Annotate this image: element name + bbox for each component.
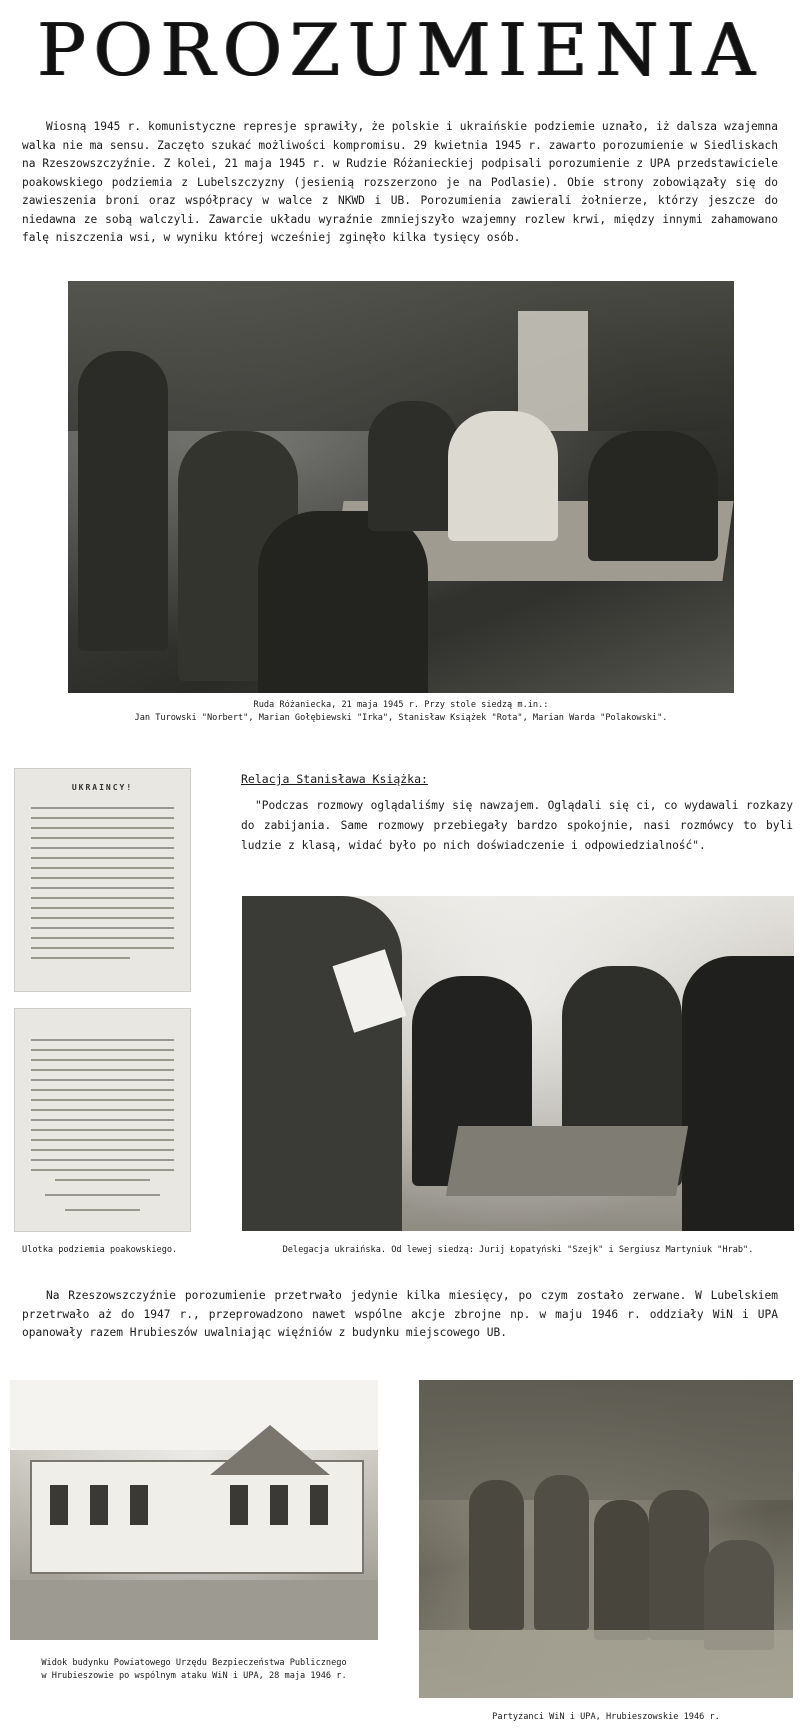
ruda-caption-line1: Ruda Różaniecka, 21 maja 1945 r. Przy stole siedzą m.in.: [253, 700, 549, 710]
partisans-caption: Partyzanci WiN i UPA, Hrubieszowskie 1946 r. [492, 1712, 720, 1722]
building-caption-line2: w Hrubieszowie po wspólnym ataku WiN i UPA, 28 maja 1946 r. [41, 1671, 347, 1681]
leaflet-page-2 [14, 1008, 191, 1232]
leaflet-page-1 [14, 768, 191, 992]
relacja-title: Relacja Stanisława Książka: [241, 772, 428, 786]
ukrainian-delegation-photo [242, 896, 794, 1231]
win-upa-partisans-photo [419, 1380, 793, 1698]
hrubieszow-building-photo [10, 1380, 378, 1640]
ruda-roza-meeting-photo [68, 281, 734, 693]
delegation-caption: Delegacja ukraińska. Od lewej siedzą: Jurij Łopatyński "Szejk" i Sergiusz Martyniuk "Hrab". [282, 1245, 754, 1255]
page-title: POROZUMIENIA [37, 8, 763, 92]
intro-paragraph: Wiosną 1945 r. komunistyczne represje sprawiły, że polskie i ukraińskie podziemie uznało, iż dalsza wzajemna walka nie ma sensu. Zaczęto szukać możliwości kompromisu. 29 kwietnia 1945 r. zawarto porozumienie w Siedliskach na Rzeszowszczyźnie. Z kolei, 21 maja 1945 r. w Rudzie Różanieckiej podpisali porozumienie z UPA przedstawiciele poakowskiego podziemia z Lubelszczyzny (jesienią rozszerzono je na Podlasie). Obie strony zobowiązały się do zawieszenia broni oraz współpracy w walce z NKWD i UB. Porozumienia zawierali żołnierze, którzy jeszcze do niedawna ze sobą walczyli. Zawarcie układu wyraźnie zmniejszyło wzajemny rozlew krwi, między innymi zahamowano falę niszczenia wsi, w wyniku której wcześniej zginęło kilka tysięcy osób. [22, 120, 778, 244]
building-caption [10, 1657, 378, 1683]
relacja-quote: "Podczas rozmowy oglądaliśmy się nawzajem. Oglądali się ci, co wydawali rozkazy do zabijania. Same rozmowy przebiegały bardzo spokojnie, nasi rozmówcy to byli ludzie z klasą, widać było po nich doświadczenie i odpowiedzialność". [241, 799, 793, 852]
building-caption-line1: Widok budynku Powiatowego Urzędu Bezpieczeństwa Publicznego [41, 1658, 347, 1668]
outro-paragraph: Na Rzeszowszczyźnie porozumienie przetrwało jedynie kilka miesięcy, po czym zostało zerwane. W Lubelskiem przetrwało aż do 1947 r., przeprowadzono nawet wspólne akcje zbrojne np. w maju 1946 r. oddziały WiN i UPA opanowały razem Hrubieszów uwalniając więźniów z budynku miejscowego UB. [22, 1289, 778, 1339]
leaflet-caption: Ulotka podziemia poakowskiego. [22, 1245, 178, 1255]
ruda-caption-line2: Jan Turowski "Norbert", Marian Gołębiewski "Irka", Stanisław Książek "Rota", Marian Warda "Polakowski". [134, 713, 668, 723]
ruda-caption [68, 699, 734, 725]
leaflet-heading: UKRAINCY! [71, 783, 134, 792]
